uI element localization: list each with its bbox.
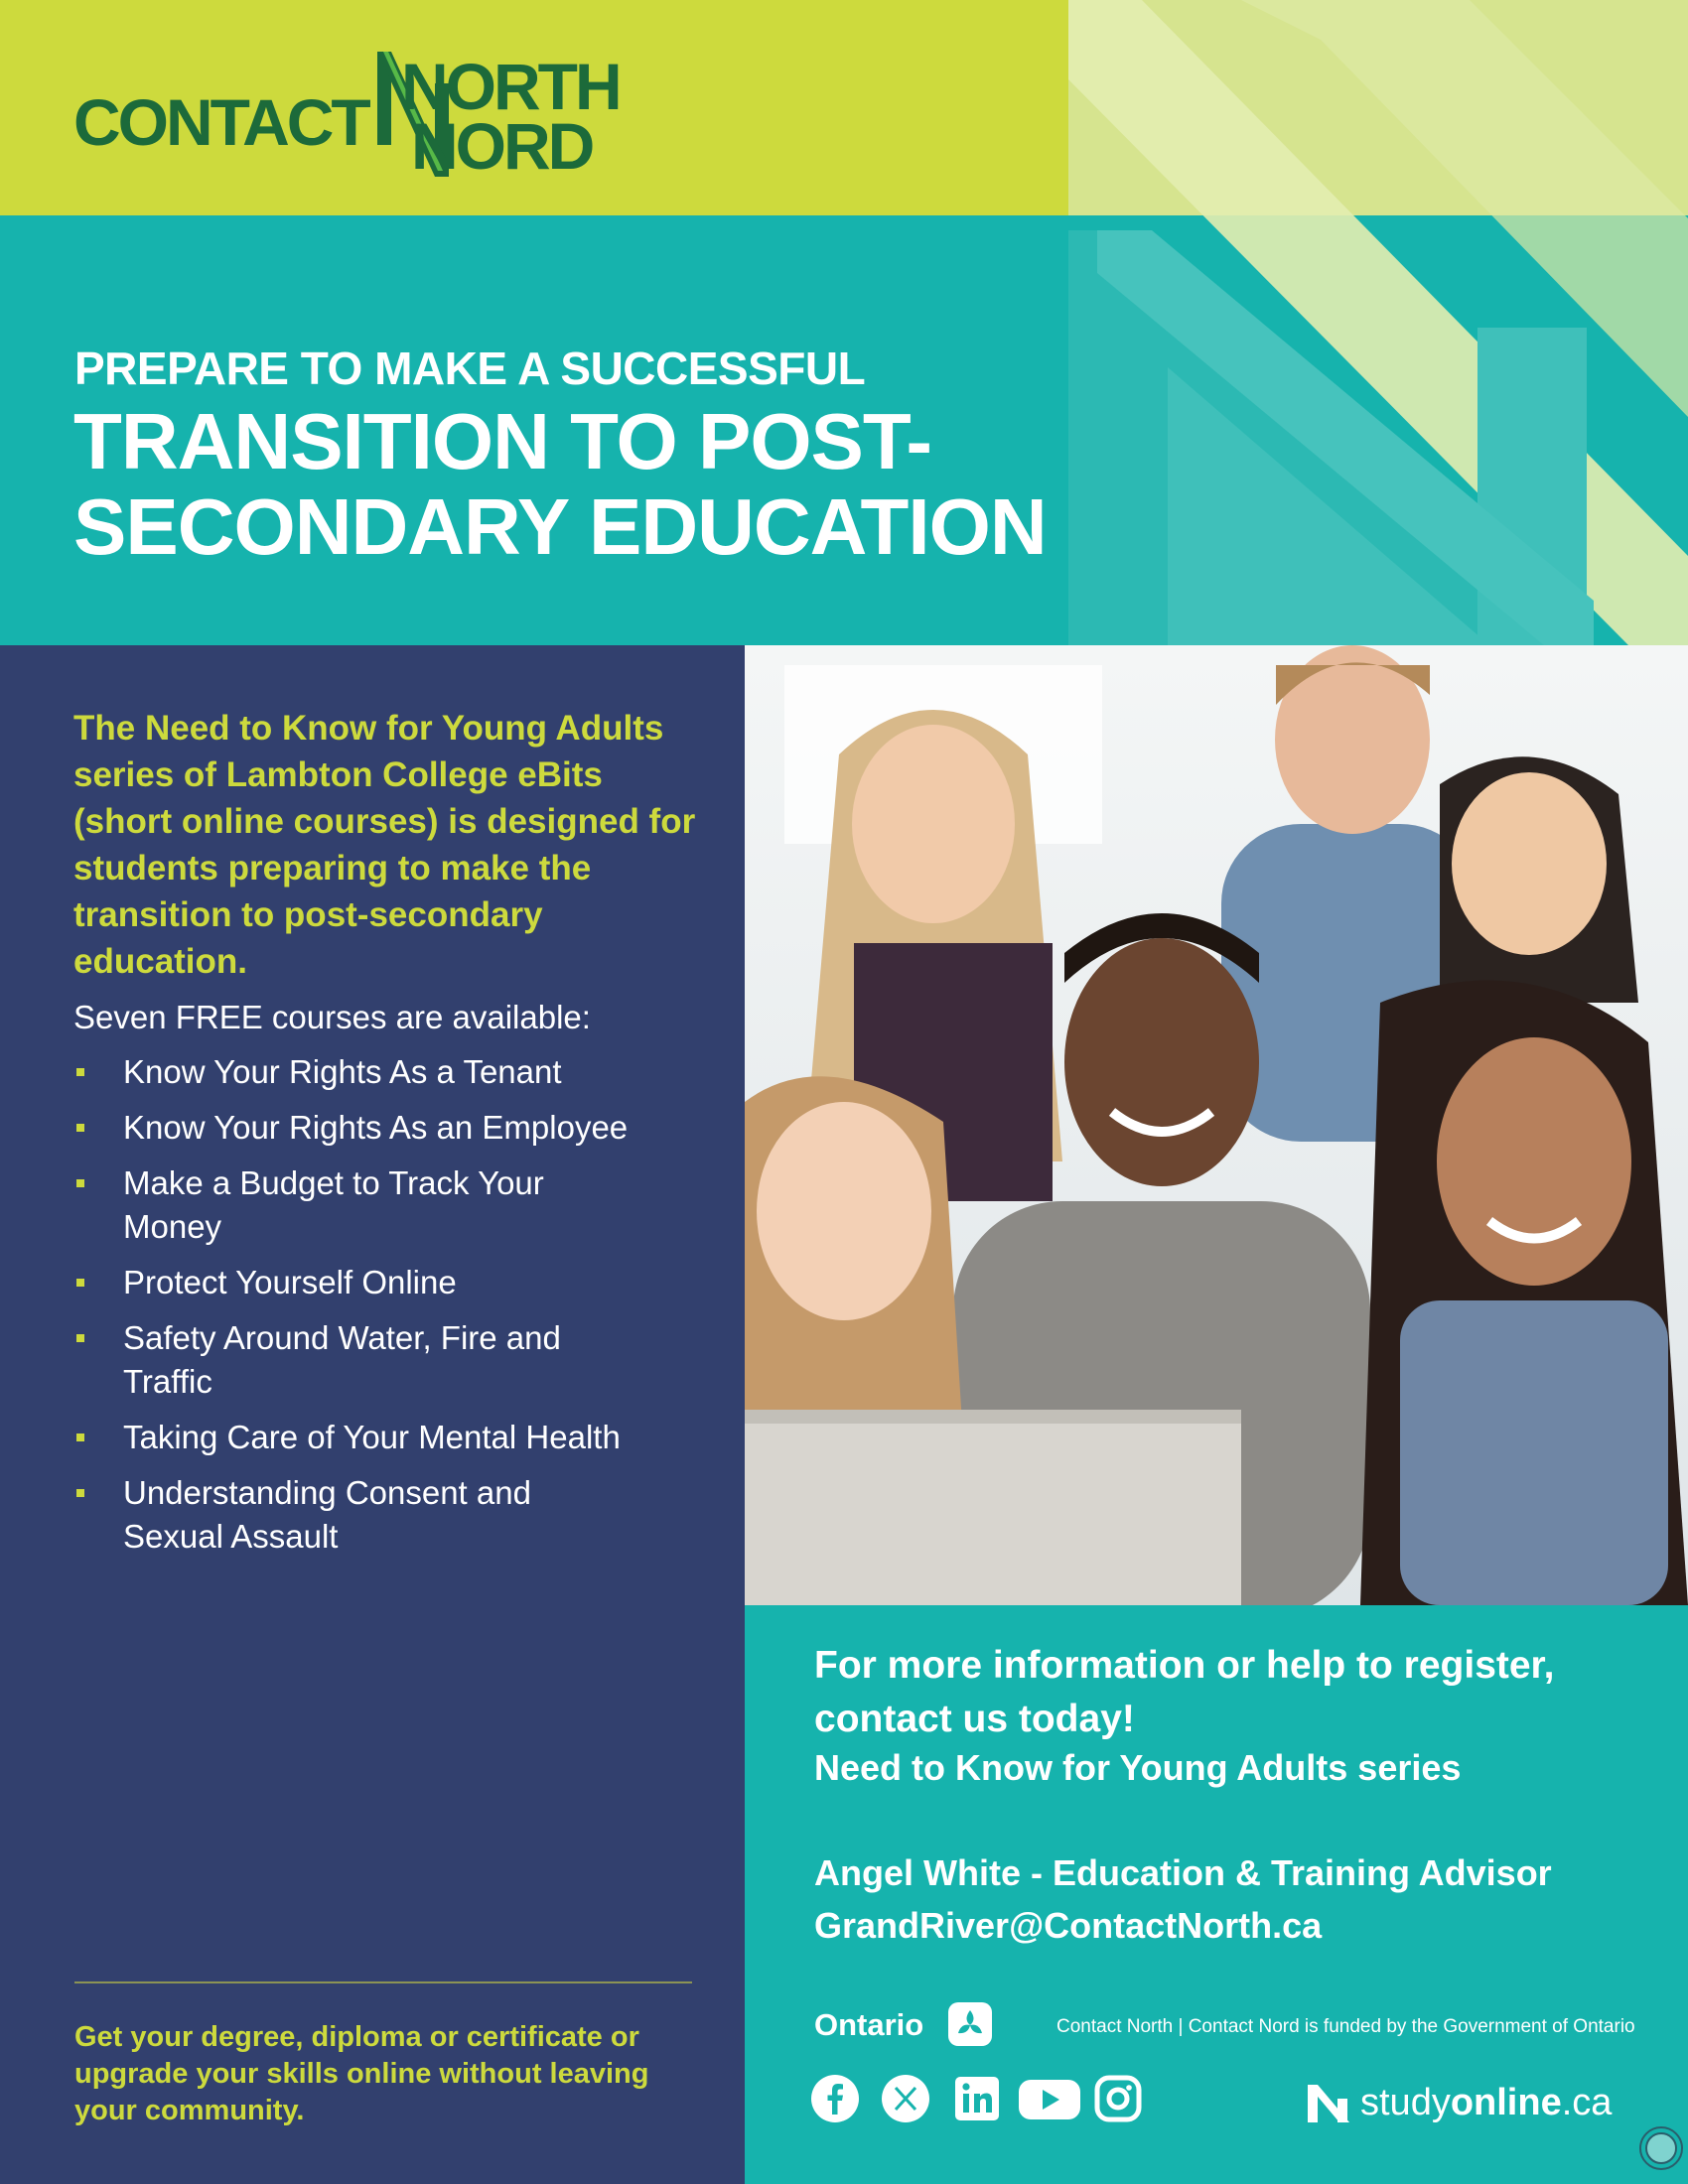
social-links bbox=[809, 2073, 1167, 2128]
studyonline-ca: .ca bbox=[1561, 2082, 1613, 2123]
studyonline-wordmark bbox=[1360, 2081, 1612, 2124]
headline-kicker: PREPARE TO MAKE A SUCCESSFUL bbox=[74, 342, 866, 394]
course-title: Understanding Consent and Sexual Assault bbox=[123, 1474, 531, 1555]
headline-line-2: SECONDARY EDUCATION bbox=[73, 482, 1047, 571]
logo-nord-text: NORD bbox=[411, 109, 593, 183]
studyonline-logo[interactable] bbox=[1306, 2075, 1623, 2130]
list-item bbox=[73, 1050, 709, 1094]
youtube-icon[interactable] bbox=[1016, 2073, 1083, 2124]
list-item bbox=[73, 1106, 709, 1150]
funding-notice: Contact North | Contact Nord is funded by the Government of Ontario bbox=[1056, 2016, 1635, 2037]
bullet-icon bbox=[76, 1124, 84, 1132]
headline-line-1: TRANSITION TO POST- bbox=[73, 397, 932, 485]
ontario-wordmark: Ontario bbox=[814, 2007, 924, 2042]
course-title: Protect Yourself Online bbox=[123, 1264, 457, 1300]
bullet-icon bbox=[76, 1433, 84, 1441]
footer-divider bbox=[74, 1981, 692, 1983]
course-list bbox=[73, 1050, 709, 1570]
course-title: Know Your Rights As a Tenant bbox=[123, 1053, 562, 1090]
tagline: Get your degree, diploma or certificate or upgrade your skills online without leaving your community. bbox=[74, 2021, 649, 2126]
linkedin-icon[interactable] bbox=[951, 2073, 1003, 2124]
courses-lead: Seven FREE courses are available: bbox=[73, 999, 591, 1035]
contact-series: Need to Know for Young Adults series bbox=[814, 1747, 1462, 1788]
scroll-to-top-icon[interactable] bbox=[1638, 2125, 1684, 2171]
course-title: Safety Around Water, Fire and Traffic bbox=[123, 1319, 561, 1400]
bullet-icon bbox=[76, 1334, 84, 1342]
logo-north-text: NORTH bbox=[401, 50, 620, 123]
contact-north-logo[interactable] bbox=[73, 50, 620, 189]
studyonline-n-icon bbox=[1306, 2081, 1351, 2126]
course-title: Know Your Rights As an Employee bbox=[123, 1109, 629, 1146]
contact-name: Angel White - Education & Training Advisor bbox=[814, 1852, 1552, 1893]
x-icon[interactable] bbox=[880, 2073, 931, 2124]
students-illustration bbox=[745, 645, 1688, 1605]
list-item bbox=[73, 1161, 550, 1249]
facebook-icon[interactable] bbox=[809, 2073, 861, 2124]
page-headline bbox=[73, 399, 1066, 570]
intro-paragraph: The Need to Know for Young Adults series of Lambton College eBits (short online courses) is designed for students preparing to make the transition to post-secondary education. bbox=[73, 709, 696, 981]
trillium-icon bbox=[947, 2001, 993, 2047]
bullet-icon bbox=[76, 1068, 84, 1076]
bullet-icon bbox=[76, 1279, 84, 1287]
list-item bbox=[73, 1416, 709, 1459]
contact-heading: For more information or help to register, contact us today! bbox=[814, 1644, 1555, 1740]
students-photo bbox=[745, 645, 1688, 1605]
list-item bbox=[73, 1316, 590, 1404]
contact-email-link[interactable]: GrandRiver@ContactNorth.ca bbox=[814, 1905, 1323, 1946]
bullet-icon bbox=[76, 1179, 84, 1187]
course-title: Taking Care of Your Mental Health bbox=[123, 1419, 621, 1455]
instagram-icon[interactable] bbox=[1092, 2073, 1144, 2124]
bullet-icon bbox=[76, 1489, 84, 1497]
studyonline-study: study bbox=[1360, 2082, 1451, 2123]
logo-contact-text: CONTACT bbox=[73, 85, 368, 159]
studyonline-online: online bbox=[1450, 2082, 1562, 2123]
list-item bbox=[73, 1471, 610, 1559]
list-item bbox=[73, 1261, 709, 1304]
course-title: Make a Budget to Track Your Money bbox=[123, 1164, 544, 1245]
